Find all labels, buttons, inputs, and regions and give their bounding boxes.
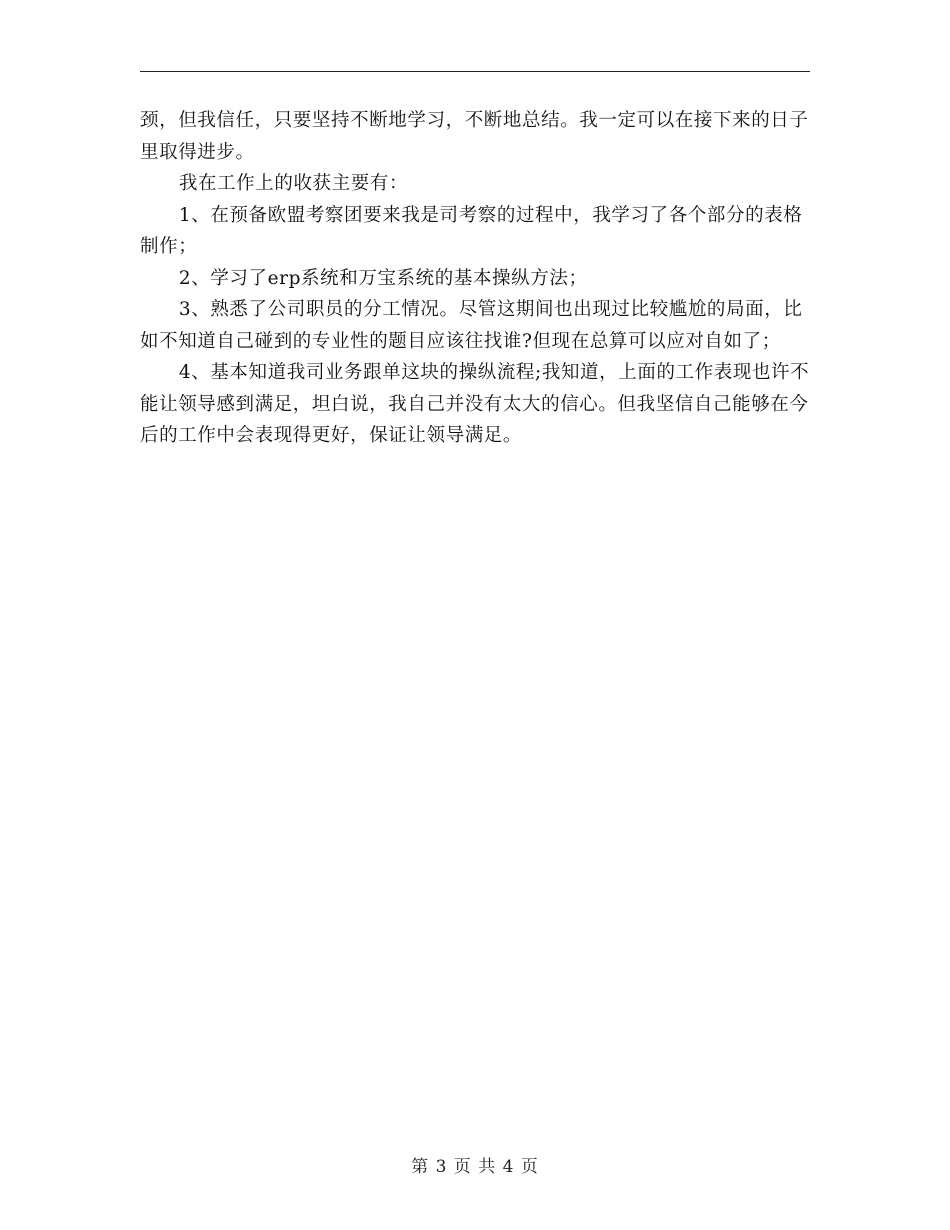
- paragraph-item-4: 4、基本知道我司业务跟单这块的操纵流程;我知道，上面的工作表现也许不能让领导感到满足，坦白说，我自己并没有太大的信心。但我坚信自己能够在今后的工作中会表现得更好，保证让领导满足。: [140, 362, 810, 446]
- paragraph-item-3: 3、熟悉了公司职员的分工情况。尽管这期间也出现过比较尴尬的局面，比如不知道自己碰到的专业性的题目应该往找谁?但现在总算可以应对自如了；: [140, 299, 803, 352]
- paragraph-item-1: 1、在预备欧盟考察团要来我是司考察的过程中，我学习了各个部分的表格制作；: [140, 204, 803, 257]
- paragraph-gains-intro: 我在工作上的收获主要有：: [178, 173, 409, 194]
- page-number-footer: 第 3 页 共 4 页: [411, 1157, 539, 1177]
- paragraph-item-2: 2、学习了erp系统和万宝系统的基本操纵方法；: [178, 267, 588, 289]
- document-body: [140, 105, 812, 452]
- paragraph-continuation: 颈，但我信任，只要坚持不断地学习，不断地总结。我一定可以在接下来的日子里取得进步。: [140, 110, 809, 163]
- header-rule: [140, 71, 810, 72]
